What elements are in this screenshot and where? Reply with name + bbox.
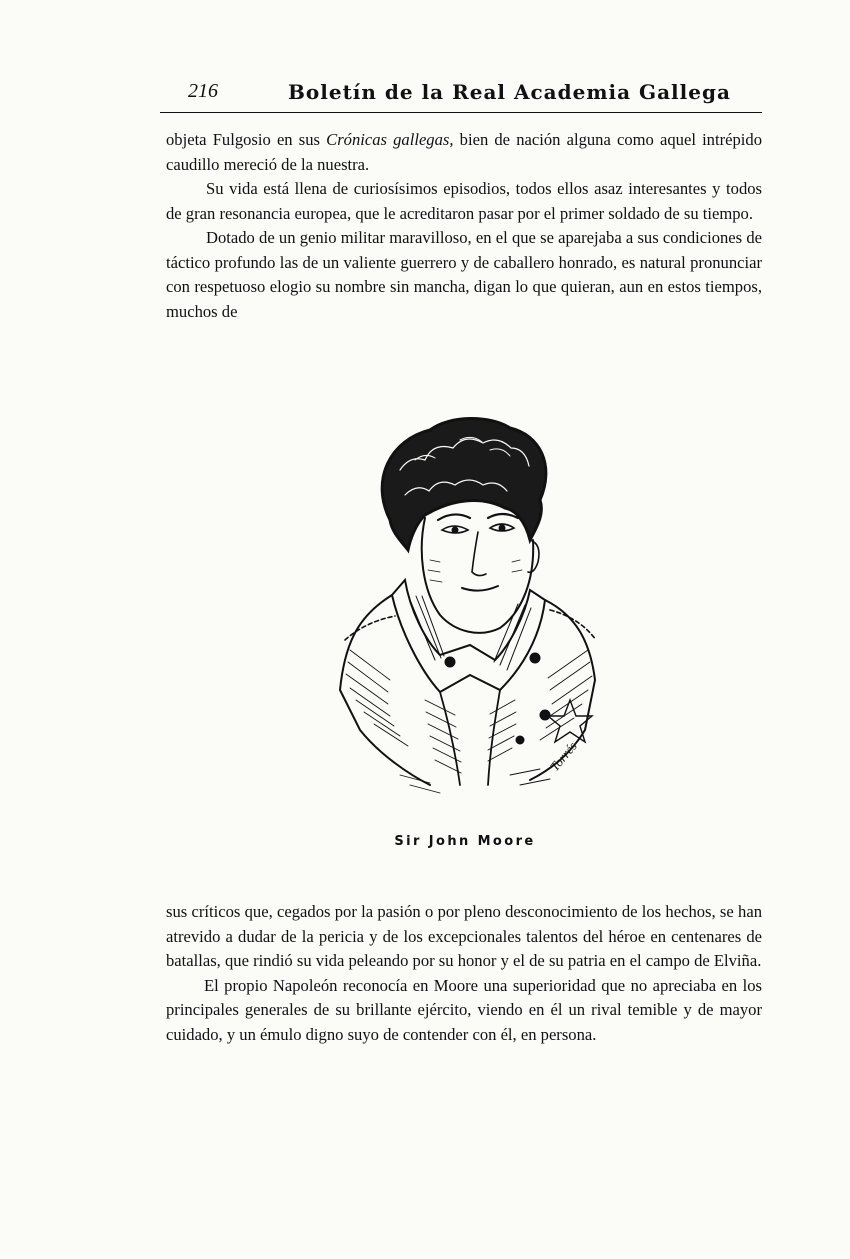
nose	[472, 532, 486, 576]
portrait-engraving	[330, 400, 610, 810]
paragraph-text: bien de nación alguna como aquel intrépido caudillo mereció de la nuestra.	[166, 130, 762, 174]
paragraph: Su vida está llena de curiosísimos episodios, todos ellos asaz interesantes y todos de gran resonancia europea, que le acreditaron pasar por el primer soldado de su tiempo.	[166, 179, 762, 223]
illustration-caption: Sir John Moore	[394, 834, 536, 849]
running-title: Boletín de la Real Academia Gallega	[288, 80, 731, 104]
page-header	[160, 78, 762, 113]
top-text-block	[166, 128, 762, 324]
bottom-text-block	[166, 900, 762, 1047]
page-number: 216	[188, 80, 218, 102]
collar	[392, 580, 545, 692]
paragraph-continuation	[166, 128, 762, 177]
paragraph: Dotado de un genio militar maravilloso, en el que se aparejaba a sus condiciones de táctico profundo las de un valiente guerrero y de caballero honrado, es natural pronunciar con respetuoso elogio su nombre sin mancha, digan lo que quieran, aun en estos tiempos, muchos de	[166, 228, 762, 321]
paragraph: El propio Napoleón reconocía en Moore una superioridad que no apreciaba en los principales generales de su brillante ejército, viendo en él un rival temible y de mayor cuidado, y un émulo digno suyo de contender con él, en persona.	[166, 975, 762, 1044]
mouth	[462, 586, 498, 591]
paragraph-continuation: sus críticos que, cegados por la pasión o por pleno desconocimiento de los hechos, se han atrevido a dudar de la pericia y de los excepcionales talentos del héroe en centenares de batallas, que rindió su vida peleando por su honor y el de su patria en el campo de Elviña.	[166, 902, 762, 970]
artist-signature: Torrés	[546, 738, 580, 774]
paragraph-text: objeta Fulgosio en sus	[166, 130, 327, 149]
book-title-italic: Crónicas gallegas,	[326, 130, 454, 149]
